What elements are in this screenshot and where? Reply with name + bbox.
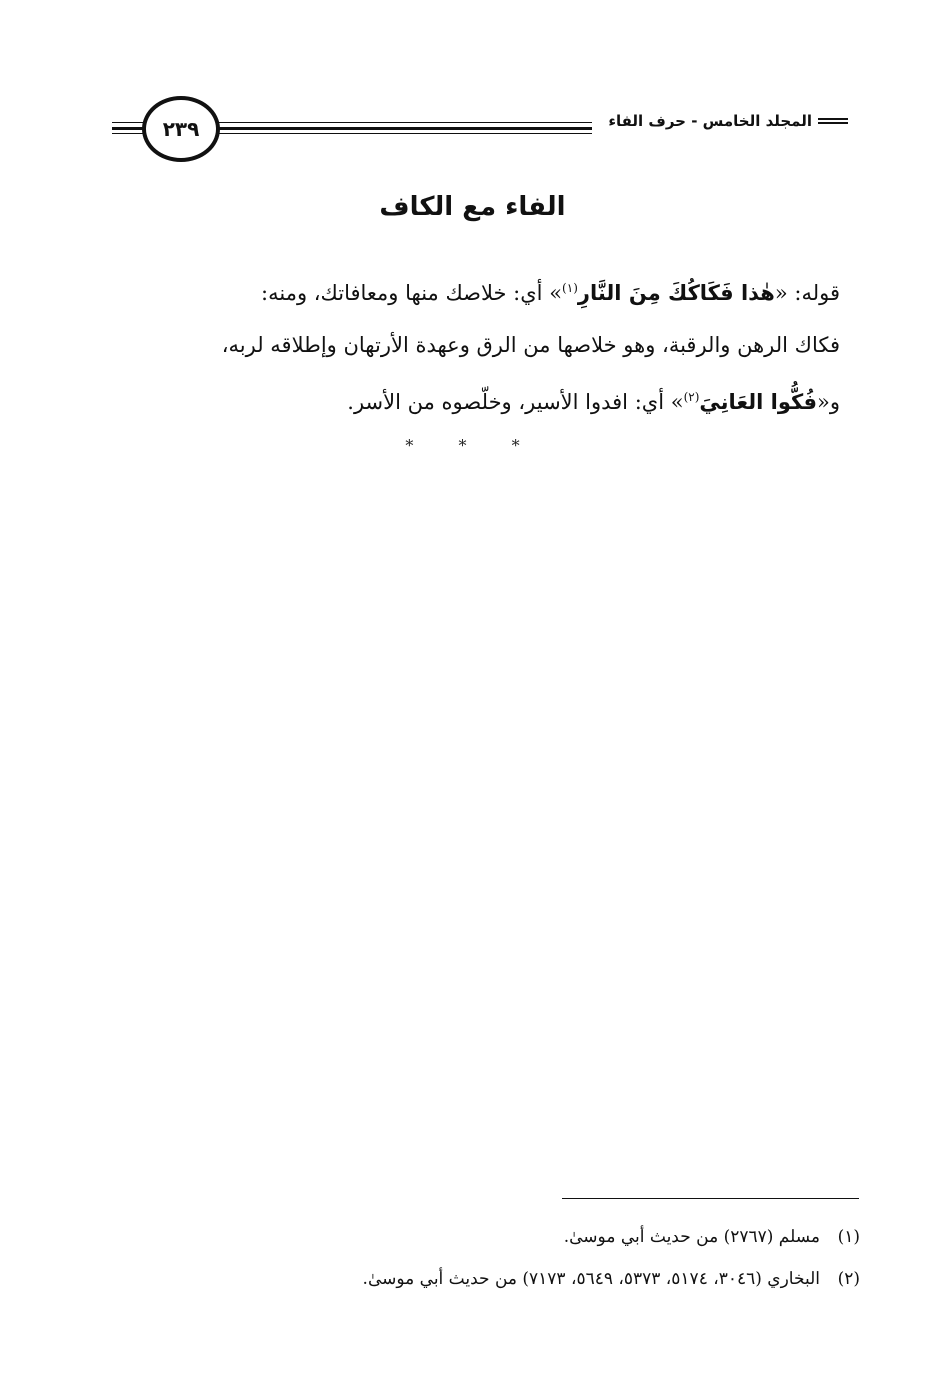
footnote-1	[160, 1216, 860, 1258]
body-text-fragment: » أي: خلاصك منها ومعافاتك، ومنه:	[261, 281, 563, 305]
running-header	[600, 112, 848, 130]
section-separator: * * *	[405, 436, 540, 455]
footnote-rule	[562, 1198, 859, 1199]
hadith-quote-2: فُكُّوا العَانِيَ	[699, 390, 817, 414]
running-header-title: المجلد الخامس - حرف الفاء	[608, 112, 812, 130]
page-number: ٢٣٩	[162, 117, 200, 141]
body-text-fragment: قوله: «	[774, 281, 840, 305]
footnotes	[160, 1216, 860, 1300]
body-text-fragment: » أي: افدوا الأسير، وخلّصوه من الأسر.	[347, 390, 684, 414]
footnote-text: مسلم (٢٧٦٧) من حديث أبي موسىٰ.	[563, 1227, 820, 1247]
body-line-3	[112, 371, 840, 428]
footnote-number: (١)	[837, 1227, 860, 1247]
footnote-ref-1[interactable]: (١)	[562, 281, 578, 295]
footnote-2	[160, 1258, 860, 1300]
footnote-ref-2[interactable]: (٢)	[683, 390, 700, 404]
body-line-1	[112, 262, 840, 319]
hadith-quote-1: هٰذا فَكَاكُكَ مِنَ النَّارِ	[577, 281, 775, 305]
body-line-2: فكاك الرهن والرقبة، وهو خلاصها من الرق وعهدة الأرتهان وإطلاقه لربه،	[221, 333, 840, 357]
body-paragraph	[112, 262, 840, 428]
section-title: الفاء مع الكاف	[379, 192, 566, 222]
header-dash	[818, 118, 848, 124]
page-number-oval	[142, 96, 220, 162]
footnote-text: البخاري (٣٠٤٦، ٥١٧٤، ٥٣٧٣، ٥٦٤٩، ٧١٧٣) من حديث أبي موسىٰ.	[362, 1269, 820, 1289]
footnote-number: (٢)	[837, 1269, 860, 1289]
body-text-fragment: و«	[817, 390, 840, 414]
